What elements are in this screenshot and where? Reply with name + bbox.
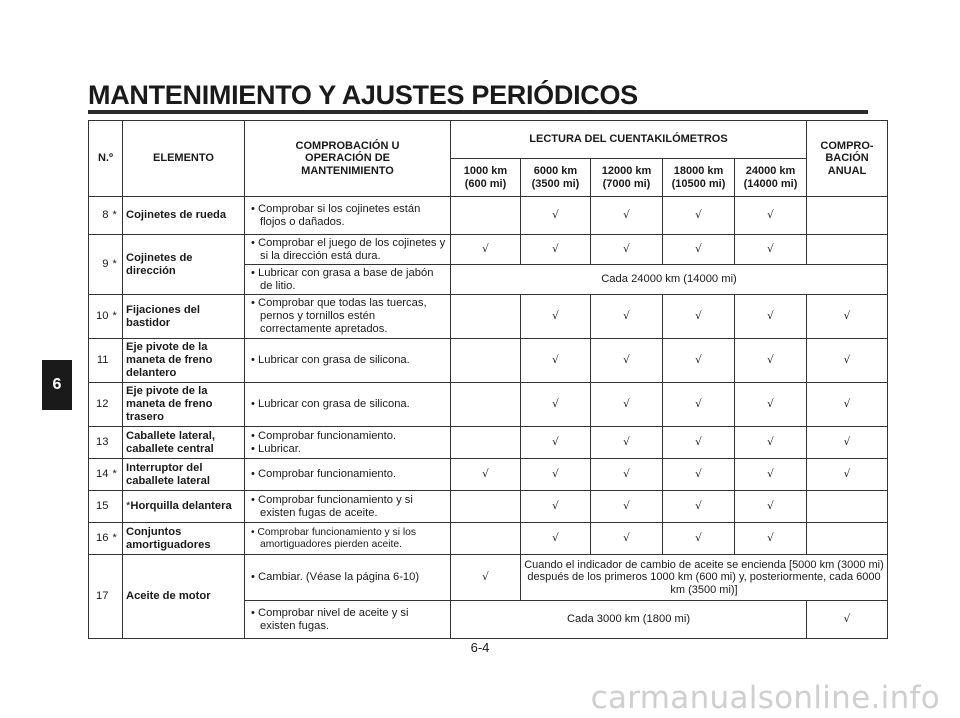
row-star [113,383,123,427]
check-mark: √ [663,523,735,555]
interval-note: Cada 24000 km (14000 mi) [451,265,888,295]
interval-header [591,159,663,197]
row-check-text: • Cambiar. (Véase la página 6-10) [248,571,447,584]
check-mark [451,491,521,523]
check-mark: √ [807,339,888,383]
check-mark: √ [663,295,735,339]
row-number: 9 [89,235,113,295]
check-mark: √ [591,427,663,459]
check-mark: √ [735,339,807,383]
row-item: Eje pivote de la maneta de freno trasero [123,383,245,427]
check-mark: √ [735,383,807,427]
row-number: 12 [89,383,113,427]
oil-change-note: Cuando el indicador de cambio de aceite se encienda [5000 km (3000 mi) después de los primeros 1000 km (600 mi) y, posteriormente, cada 6000 km (3500 mi)] [521,555,888,601]
check-mark [807,197,888,235]
interval-km: 12000 km [601,164,652,177]
watermark: carmanualsonline.info [590,680,940,716]
row-check [245,265,451,295]
check-mark: √ [735,491,807,523]
interval-km: 18000 km [673,164,724,177]
check-mark [451,427,521,459]
check-mark: √ [451,459,521,491]
row-item: Conjuntos amortiguadores [123,523,245,555]
table-row [89,235,888,265]
row-item: Cojinetes de rueda [123,197,245,235]
interval-mi: (600 mi) [464,177,507,190]
row-star: * [126,500,131,513]
check-mark: √ [451,555,521,601]
check-mark: √ [663,427,735,459]
interval-km: 1000 km [463,164,508,177]
row-star [113,555,123,639]
row-check-text: • Comprobar nivel de aceite y si existen fugas. [248,607,447,633]
header-item: ELEMENTO [123,121,245,197]
check-mark: √ [807,601,888,639]
table-row [89,339,888,383]
row-check-text: • Comprobar que todas las tuercas, pernos y tornillos estén correctamente apretados. [248,297,447,336]
header-check-line1: COMPROBACIÓN U [295,139,400,152]
check-mark: √ [591,295,663,339]
check-mark: √ [663,459,735,491]
row-check [245,601,451,639]
row-check-text: • Lubricar con grasa a base de jabón de litio. [248,267,447,293]
interval-mi: (3500 mi) [531,177,580,190]
table-row [89,523,888,555]
row-star [113,491,123,523]
check-mark [451,339,521,383]
row-check [245,459,451,491]
interval-header [735,159,807,197]
row-check-text: • Comprobar si los cojinetes están flojos o dañados. [248,203,447,229]
table-row [89,491,888,523]
row-star: * [113,197,123,235]
check-mark: √ [521,197,591,235]
row-item-text: Horquilla delantera [130,500,232,513]
page-title: MANTENIMIENTO Y AJUSTES PERIÓDICOS [88,80,638,110]
check-mark: √ [735,197,807,235]
row-check [245,295,451,339]
check-mark: √ [735,523,807,555]
header-check [245,121,451,197]
maintenance-table [88,120,888,639]
check-mark: √ [591,339,663,383]
header-odometer: LECTURA DEL CUENTAKILÓMETROS [451,121,807,159]
row-number: 17 [89,555,113,639]
check-mark: √ [521,427,591,459]
row-star [113,427,123,459]
row-check-text: • Comprobar funcionamiento. [248,430,447,443]
check-mark [807,523,888,555]
check-mark [451,197,521,235]
check-mark: √ [591,459,663,491]
row-item: Fijaciones del bastidor [123,295,245,339]
row-check [245,491,451,523]
check-mark: √ [735,427,807,459]
row-number: 16 [89,523,113,555]
row-check-text: • Lubricar con grasa de silicona. [248,398,447,411]
row-check-text: • Comprobar funcionamiento y si existen fugas de aceite. [248,494,447,520]
row-item [123,491,245,523]
header-annual [807,121,888,197]
header-check-line2: OPERACIÓN DE [305,152,390,165]
row-item: Interruptor del caballete lateral [123,459,245,491]
interval-header [451,159,521,197]
row-star: * [113,235,123,295]
check-mark: √ [591,235,663,265]
row-item: Cojinetes de dirección [123,235,245,295]
interval-mi: (7000 mi) [602,177,651,190]
check-mark: √ [521,383,591,427]
row-check [245,197,451,235]
section-tab: 6 [42,360,72,410]
check-mark: √ [591,197,663,235]
interval-mi: (10500 mi) [671,177,726,190]
check-mark [451,383,521,427]
row-item: Eje pivote de la maneta de freno delantero [123,339,245,383]
check-mark: √ [591,523,663,555]
row-check [245,383,451,427]
row-item: Aceite de motor [123,555,245,639]
check-mark: √ [663,197,735,235]
row-number: 15 [89,491,113,523]
check-mark: √ [521,295,591,339]
table-row [89,427,888,459]
row-star [113,339,123,383]
row-item: Caballete lateral, caballete central [123,427,245,459]
check-mark: √ [735,459,807,491]
row-check-text: • Lubricar con grasa de silicona. [248,354,447,367]
row-check [245,339,451,383]
header-annual-line3: ANUAL [827,164,867,177]
table-row [89,197,888,235]
row-number: 8 [89,197,113,235]
table-row [89,555,888,601]
header-annual-line1: COMPRO- [820,139,874,152]
title-rule [88,110,868,114]
check-mark: √ [807,427,888,459]
row-check-text: • Lubricar. [248,443,447,456]
check-mark: √ [591,383,663,427]
check-mark: √ [663,339,735,383]
check-mark: √ [735,235,807,265]
check-mark: √ [807,459,888,491]
row-number: 10 [89,295,113,339]
interval-header [663,159,735,197]
interval-km: 6000 km [533,164,578,177]
row-check [245,235,451,265]
row-number: 13 [89,427,113,459]
check-mark: √ [663,491,735,523]
header-no: N.º [89,121,123,197]
check-mark: √ [521,235,591,265]
check-mark [807,235,888,265]
interval-header [521,159,591,197]
check-mark [451,523,521,555]
check-mark: √ [663,383,735,427]
header-check-line3: MANTENIMIENTO [301,164,394,177]
interval-mi: (14000 mi) [743,177,798,190]
row-check [245,555,451,601]
row-star: * [113,459,123,491]
check-mark: √ [521,523,591,555]
check-mark: √ [807,295,888,339]
page-number: 6-4 [470,640,490,655]
row-check-text: • Comprobar funcionamiento y si los amortiguadores pierden aceite. [248,527,447,551]
interval-km: 24000 km [745,164,796,177]
check-mark: √ [521,459,591,491]
interval-note: Cada 3000 km (1800 mi) [451,601,807,639]
row-number: 14 [89,459,113,491]
row-number: 11 [89,339,113,383]
check-mark: √ [807,383,888,427]
check-mark [807,491,888,523]
check-mark: √ [451,235,521,265]
header-annual-line2: BACIÓN [825,152,869,165]
row-star: * [113,523,123,555]
row-check [245,523,451,555]
row-check [245,427,451,459]
row-check-text: • Comprobar el juego de los cojinetes y si la dirección está dura. [248,237,447,263]
check-mark: √ [663,235,735,265]
check-mark: √ [735,295,807,339]
table-row [89,295,888,339]
check-mark: √ [591,491,663,523]
check-mark: √ [521,491,591,523]
table-row [89,383,888,427]
check-mark: √ [521,339,591,383]
row-check-text: • Comprobar funcionamiento. [248,468,447,481]
row-star: * [113,295,123,339]
table-row [89,459,888,491]
check-mark [451,295,521,339]
